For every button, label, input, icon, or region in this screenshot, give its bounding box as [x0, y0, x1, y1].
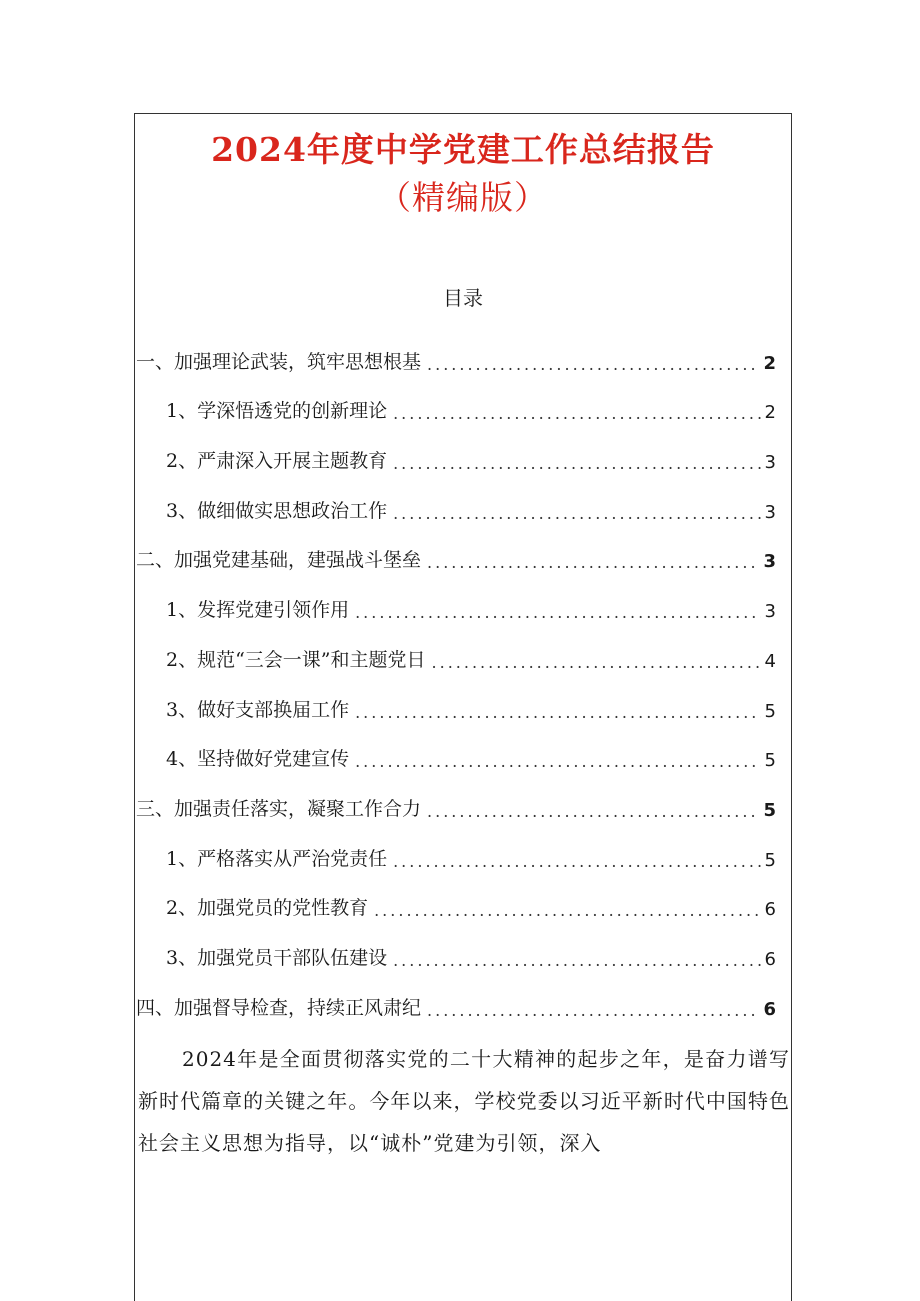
- toc-leader-dots: [393, 504, 760, 523]
- toc-item-page: 4: [764, 650, 776, 672]
- toc-item[interactable]: [136, 722, 776, 772]
- toc-item-label: 2、加强党员的党性教育: [166, 897, 369, 920]
- toc-item-label: 3、加强党员干部队伍建设: [166, 946, 388, 969]
- toc-item-page: 5: [764, 849, 776, 871]
- toc-item-label: 3、做细做实思想政治工作: [166, 499, 388, 522]
- toc-item[interactable]: [136, 523, 776, 573]
- intro-paragraph: 2024年是全面贯彻落实党的二十大精神的起步之年，是奋力谱写新时代篇章的关键之年。今年以来，学校党委以习近平新时代中国特色社会主义思想为指导，以“诚朴”党建为引领，深入: [138, 1047, 790, 1155]
- toc-leader-dots: [393, 404, 760, 423]
- toc-item-label: 1、学深悟透党的创新理论: [166, 400, 388, 423]
- toc-item-label: 1、严格落实从严治党责任: [166, 847, 388, 870]
- toc-item-label: 二、加强党建基础，建强战斗堡垒: [136, 549, 422, 572]
- toc-item[interactable]: [136, 771, 776, 821]
- toc-item[interactable]: [136, 572, 776, 622]
- toc-item-page: 5: [764, 750, 776, 772]
- toc-item-page: 3: [764, 501, 776, 523]
- toc-leader-dots: [393, 951, 760, 970]
- document-subtitle: （精编版）: [378, 178, 548, 217]
- toc-item[interactable]: [136, 821, 776, 871]
- toc-leader-dots: [427, 355, 759, 374]
- toc-leader-dots: [355, 703, 760, 722]
- toc-item-label: 三、加强责任落实，凝聚工作合力: [136, 797, 422, 820]
- toc-leader-dots: [432, 653, 761, 672]
- toc-leader-dots: [427, 553, 759, 572]
- toc-item[interactable]: [136, 423, 776, 473]
- toc-item-page: 5: [764, 700, 776, 722]
- toc-leader-dots: [427, 1001, 759, 1020]
- toc-item-label: 四、加强督导检查，持续正风肃纪: [136, 996, 422, 1019]
- toc-leader-dots: [427, 802, 759, 821]
- toc-item[interactable]: [136, 473, 776, 523]
- toc-leader-dots: [393, 852, 760, 871]
- toc-item[interactable]: [136, 970, 776, 1020]
- toc-item-page: 5: [763, 799, 776, 821]
- toc-item[interactable]: [136, 622, 776, 672]
- toc-item-label: 4、坚持做好党建宣传: [166, 748, 350, 771]
- table-of-contents: [136, 324, 776, 1020]
- toc-item-page: 2: [763, 352, 776, 374]
- toc-item-label: 3、做好支部换届工作: [166, 698, 350, 721]
- toc-item[interactable]: [136, 871, 776, 921]
- toc-item[interactable]: [136, 374, 776, 424]
- toc-item-label: 1、发挥党建引领作用: [166, 599, 350, 622]
- toc-item-page: 2: [764, 402, 776, 424]
- toc-item-page: 6: [763, 998, 776, 1020]
- toc-item-label: 2、规范“三会一课”和主题党日: [166, 648, 426, 671]
- toc-item-page: 3: [764, 452, 776, 474]
- toc-leader-dots: [393, 454, 760, 473]
- toc-item-page: 6: [764, 899, 776, 921]
- toc-leader-dots: [374, 901, 760, 920]
- document-title: 2024年度中学党建工作总结报告: [211, 130, 715, 169]
- toc-item[interactable]: [136, 324, 776, 374]
- toc-item-label: 一、加强理论武装，筑牢思想根基: [136, 350, 422, 373]
- toc-item-page: 3: [763, 551, 776, 573]
- toc-leader-dots: [355, 752, 760, 771]
- toc-item-page: 6: [764, 948, 776, 970]
- toc-leader-dots: [355, 603, 760, 622]
- toc-heading: 目录: [443, 286, 483, 310]
- toc-item-label: 2、严肃深入开展主题教育: [166, 450, 388, 473]
- toc-item[interactable]: [136, 672, 776, 722]
- toc-item[interactable]: [136, 920, 776, 970]
- toc-item-page: 3: [764, 601, 776, 623]
